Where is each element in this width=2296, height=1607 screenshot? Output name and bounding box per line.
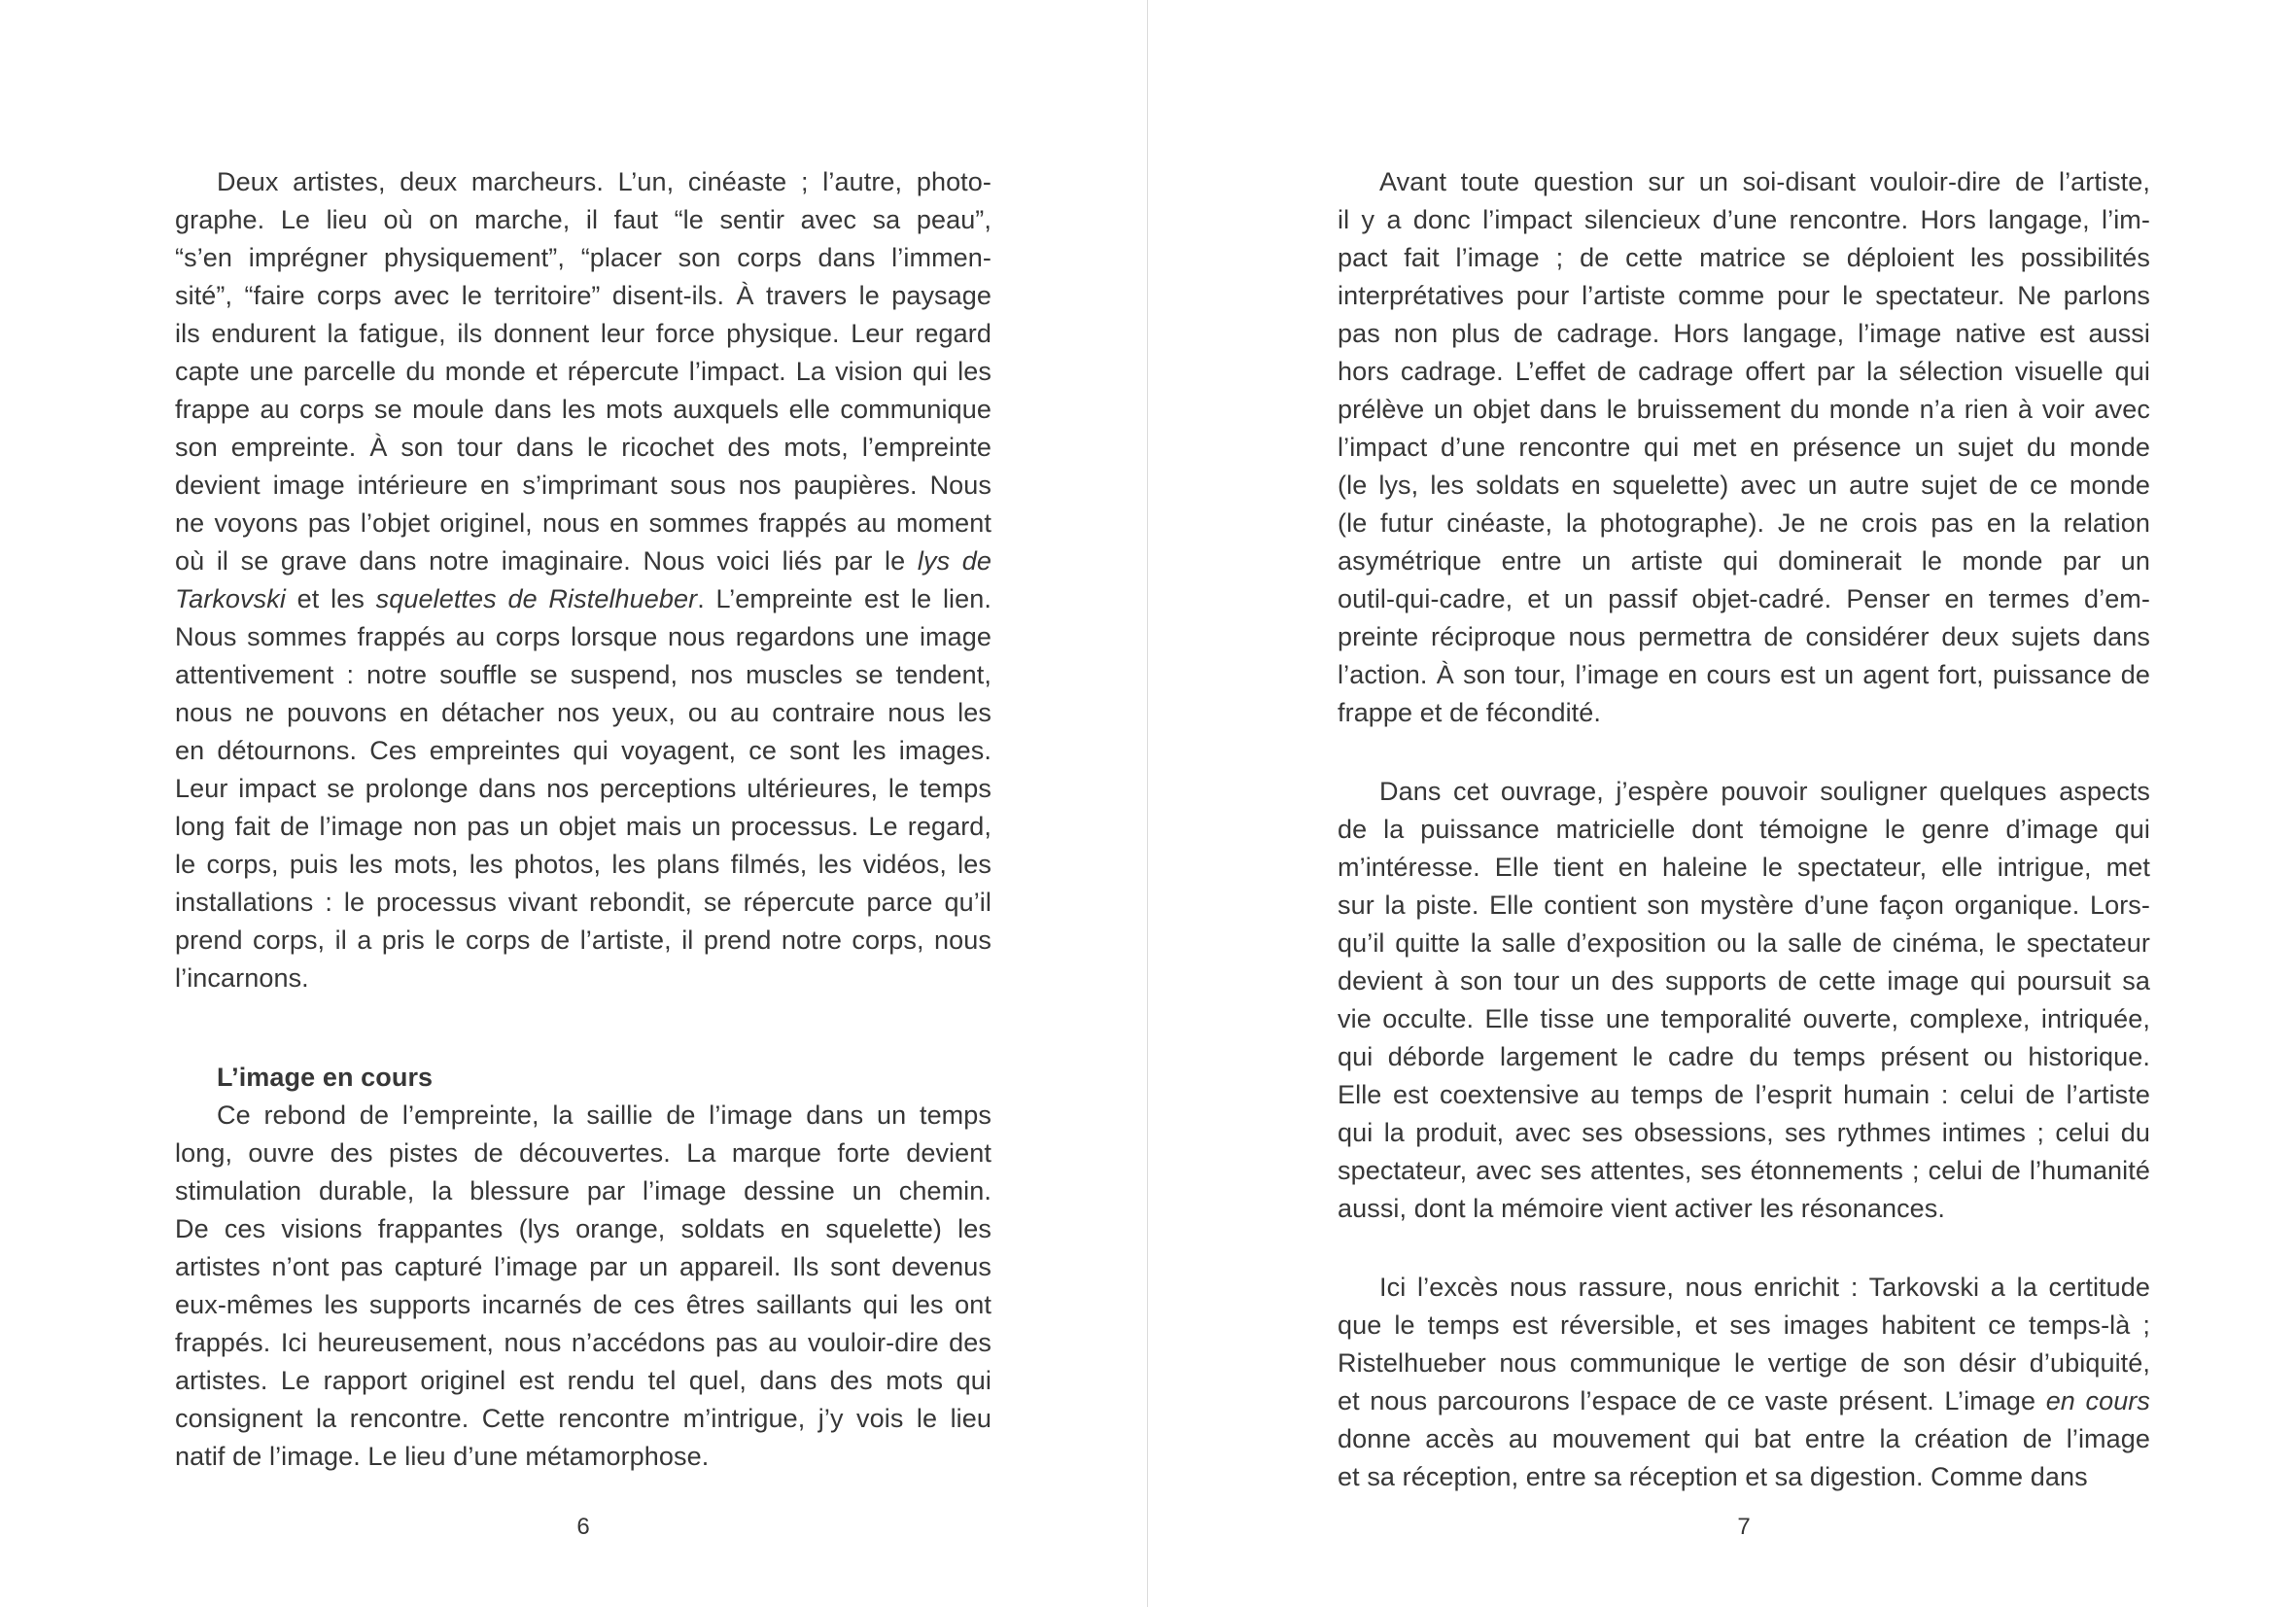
text-run: et nous parcourons l’espace de ce vaste présent. L’image: [1338, 1386, 2046, 1415]
text-run: “s’en imprégner physiquement”, “placer son corps dans l’immen-: [175, 243, 991, 272]
text-run: nous ne pouvons en détacher nos yeux, ou au contraire nous les: [175, 698, 991, 727]
text-run: Deux artistes, deux marcheurs. L’un, cinéaste ; l’autre, photo-: [217, 167, 991, 196]
text-line: [175, 429, 991, 467]
text-line: [175, 1286, 991, 1324]
text-run: il y a donc l’impact silencieux d’une rencontre. Hors langage, l’im-: [1338, 205, 2150, 234]
text-line: [1338, 201, 2150, 239]
text-run: outil-qui-cadre, et un passif objet-cadré. Penser en termes d’em-: [1338, 584, 2150, 613]
text-run: De ces visions frappantes (lys orange, soldats en squelette) les: [175, 1214, 991, 1243]
text-line: [1338, 1345, 2150, 1382]
text-line: [1338, 1458, 2150, 1496]
text-line: [175, 201, 991, 239]
text-line: [175, 1135, 991, 1172]
text-line: [175, 808, 991, 846]
text-run: frappe et de fécondité.: [1338, 698, 1601, 727]
text-run: Elle est coextensive au temps de l’esprit humain : celui de l’artiste: [1338, 1080, 2150, 1109]
text-line: [175, 277, 991, 315]
text-run: qui déborde largement le cadre du temps présent ou historique.: [1338, 1042, 2150, 1071]
page-right-text-block: [1338, 163, 2150, 1496]
paragraph: [1338, 163, 2150, 732]
text-run: vie occulte. Elle tisse une temporalité ouverte, complexe, intriquée,: [1338, 1004, 2150, 1033]
section-heading: L’image en cours: [217, 1063, 434, 1092]
text-run: l’incarnons.: [175, 963, 309, 993]
text-run: graphe. Le lieu où on marche, il faut “le sentir avec sa peau”,: [175, 205, 991, 234]
text-run: devient image intérieure en s’imprimant sous nos paupières. Nous: [175, 471, 991, 500]
text-line: [1338, 1190, 2150, 1228]
text-line: [175, 163, 991, 201]
text-run: Ici l’excès nous rassure, nous enrichit : Tarkovski a la certitude: [1379, 1273, 2150, 1302]
text-line: [1338, 1076, 2150, 1114]
text-line: [175, 732, 991, 770]
text-line: [1338, 1307, 2150, 1345]
text-run: prélève un objet dans le bruissement du monde n’a rien à voir avec: [1338, 395, 2150, 424]
text-run: Ce rebond de l’empreinte, la saillie de l’image dans un temps: [217, 1100, 991, 1130]
text-run: l’impact d’une rencontre qui met en présence un sujet du monde: [1338, 433, 2150, 462]
text-run: (le lys, les soldats en squelette) avec un autre sujet de ce monde: [1338, 471, 2150, 500]
text-run: qu’il quitte la salle d’exposition ou la salle de cinéma, le spectateur: [1338, 928, 2150, 958]
text-line: [175, 1400, 991, 1438]
italic-text: Tarkovski: [175, 584, 286, 613]
text-line: [175, 1248, 991, 1286]
italic-text: lys de: [917, 546, 991, 576]
text-run: en détournons. Ces empreintes qui voyagent, ce sont les images.: [175, 736, 991, 765]
text-line: [1338, 315, 2150, 353]
text-line: [1338, 580, 2150, 618]
text-line: [1338, 1114, 2150, 1152]
text-run: Nous sommes frappés au corps lorsque nous regardons une image: [175, 622, 991, 651]
text-line: [175, 770, 991, 808]
page-right: [1148, 0, 2296, 1607]
text-run: long, ouvre des pistes de découvertes. La marque forte devient: [175, 1138, 991, 1168]
text-run: . L’empreinte est le lien.: [697, 584, 991, 613]
page-left-text-block: [175, 163, 991, 1476]
text-run: sur la piste. Elle contient son mystère d’une façon organique. Lors-: [1338, 891, 2150, 920]
text-line: [175, 315, 991, 353]
text-run: Dans cet ouvrage, j’espère pouvoir souligner quelques aspects: [1379, 777, 2150, 806]
text-line: [175, 1097, 991, 1135]
text-line: [1338, 542, 2150, 580]
text-line: [1338, 849, 2150, 887]
text-line: [175, 239, 991, 277]
text-run: eux-mêmes les supports incarnés de ces êtres saillants qui les ont: [175, 1290, 991, 1319]
text-line: [1338, 811, 2150, 849]
text-line: [175, 1438, 991, 1476]
text-run: attentivement : notre souffle se suspend, nos muscles se tendent,: [175, 660, 991, 689]
text-run: artistes. Le rapport originel est rendu tel quel, dans des mots qui: [175, 1366, 991, 1395]
text-run: sité”, “faire corps avec le territoire” disent-ils. À travers le paysage: [175, 281, 991, 310]
text-line: [175, 922, 991, 960]
text-run: Ristelhueber nous communique le vertige de son désir d’ubiquité,: [1338, 1348, 2150, 1378]
text-run: spectateur, avec ses attentes, ses étonnements ; celui de l’humanité: [1338, 1156, 2150, 1185]
text-line: [175, 694, 991, 732]
text-line: [1338, 239, 2150, 277]
text-run: capte une parcelle du monde et répercute l’impact. La vision qui les: [175, 357, 991, 386]
text-run: asymétrique entre un artiste qui dominerait le monde par un: [1338, 546, 2150, 576]
text-line: [1338, 353, 2150, 391]
text-run: et sa réception, entre sa réception et sa digestion. Comme dans: [1338, 1462, 2088, 1491]
text-run: (le futur cinéaste, la photographe). Je ne crois pas en la relation: [1338, 508, 2150, 538]
text-run: aussi, dont la mémoire vient activer les résonances.: [1338, 1194, 1945, 1223]
text-line: [1338, 887, 2150, 925]
text-run: m’intéresse. Elle tient en haleine le spectateur, elle intrigue, met: [1338, 853, 2150, 882]
text-line: [175, 542, 991, 580]
text-line: [1338, 694, 2150, 732]
text-line: [175, 505, 991, 542]
text-run: prend corps, il a pris le corps de l’artiste, il prend notre corps, nous: [175, 926, 991, 955]
text-run: l’action. À son tour, l’image en cours est un agent fort, puissance de: [1338, 660, 2150, 689]
text-run: long fait de l’image non pas un objet mais un processus. Le regard,: [175, 812, 991, 841]
text-line: [1338, 656, 2150, 694]
text-line: [1338, 1152, 2150, 1190]
text-run: devient à son tour un des supports de cette image qui poursuit sa: [1338, 966, 2150, 996]
text-line: [175, 846, 991, 884]
text-line: [1338, 925, 2150, 962]
text-run: frappe au corps se moule dans les mots auxquels elle communique: [175, 395, 991, 424]
paragraph: [175, 163, 991, 997]
text-line: [175, 1210, 991, 1248]
text-line: [1338, 962, 2150, 1000]
text-line: [175, 618, 991, 656]
text-line: [175, 656, 991, 694]
paragraph: [1338, 1269, 2150, 1496]
text-line: [175, 353, 991, 391]
text-run: natif de l’image. Le lieu d’une métamorphose.: [175, 1442, 710, 1471]
text-run: interprétatives pour l’artiste comme pour le spectateur. Ne parlons: [1338, 281, 2150, 310]
italic-text: en cours: [2045, 1386, 2150, 1415]
text-run: qui la produit, avec ses obsessions, ses rythmes intimes ; celui du: [1338, 1118, 2150, 1147]
text-line: [1338, 391, 2150, 429]
text-line: [175, 467, 991, 505]
text-run: hors cadrage. L’effet de cadrage offert par la sélection visuelle qui: [1338, 357, 2150, 386]
text-run: frappés. Ici heureusement, nous n’accédons pas au vouloir-dire des: [175, 1328, 991, 1357]
text-line: [175, 1362, 991, 1400]
text-run: de la puissance matricielle dont témoigne le genre d’image qui: [1338, 815, 2150, 844]
text-run: consignent la rencontre. Cette rencontre m’intrigue, j’y vois le lieu: [175, 1404, 991, 1433]
text-line: [175, 580, 991, 618]
text-line: [175, 960, 991, 997]
text-run: preinte réciproque nous permettra de considérer deux sujets dans: [1338, 622, 2150, 651]
text-run: ne voyons pas l’objet originel, nous en sommes frappés au moment: [175, 508, 991, 538]
text-run: pas non plus de cadrage. Hors langage, l’image native est aussi: [1338, 319, 2150, 348]
page-number-right: 7: [1737, 1514, 1751, 1540]
text-run: ils endurent la fatigue, ils donnent leur force physique. Leur regard: [175, 319, 991, 348]
text-line: [1338, 773, 2150, 811]
text-line: [1338, 1038, 2150, 1076]
page-number-left: 6: [576, 1514, 590, 1540]
text-line: [1338, 1420, 2150, 1458]
italic-text: squelettes de Ristelhueber: [375, 584, 698, 613]
text-line: [1338, 1269, 2150, 1307]
text-line: [175, 1172, 991, 1210]
paragraph: [175, 1097, 991, 1476]
text-run: Leur impact se prolonge dans nos perceptions ultérieures, le temps: [175, 774, 991, 803]
text-line: [1338, 467, 2150, 505]
text-run: pact fait l’image ; de cette matrice se déploient les possibilités: [1338, 243, 2150, 272]
text-line: [1338, 1000, 2150, 1038]
text-run: Avant toute question sur un soi-disant vouloir-dire de l’artiste,: [1379, 167, 2150, 196]
text-line: [1338, 277, 2150, 315]
text-line: [175, 391, 991, 429]
text-line: [1338, 1382, 2150, 1420]
text-run: installations : le processus vivant rebondit, se répercute parce qu’il: [175, 888, 991, 917]
text-run: où il se grave dans notre imaginaire. Nous voici liés par le: [175, 546, 918, 576]
text-run: son empreinte. À son tour dans le ricochet des mots, l’empreinte: [175, 433, 991, 462]
text-line: [1338, 163, 2150, 201]
text-run: et les: [285, 584, 376, 613]
text-run: stimulation durable, la blessure par l’image dessine un chemin.: [175, 1176, 991, 1205]
text-run: le corps, puis les mots, les photos, les plans filmés, les vidéos, les: [175, 850, 991, 879]
text-run: artistes n’ont pas capturé l’image par un appareil. Ils sont devenus: [175, 1252, 991, 1281]
text-line: [1338, 505, 2150, 542]
text-line: [1338, 429, 2150, 467]
text-line: [175, 1324, 991, 1362]
text-line: [1338, 618, 2150, 656]
text-run: donne accès au mouvement qui bat entre la création de l’image: [1338, 1424, 2150, 1453]
text-run: que le temps est réversible, et ses images habitent ce temps-là ;: [1338, 1310, 2150, 1340]
paragraph: [1338, 773, 2150, 1228]
text-line: [175, 884, 991, 922]
